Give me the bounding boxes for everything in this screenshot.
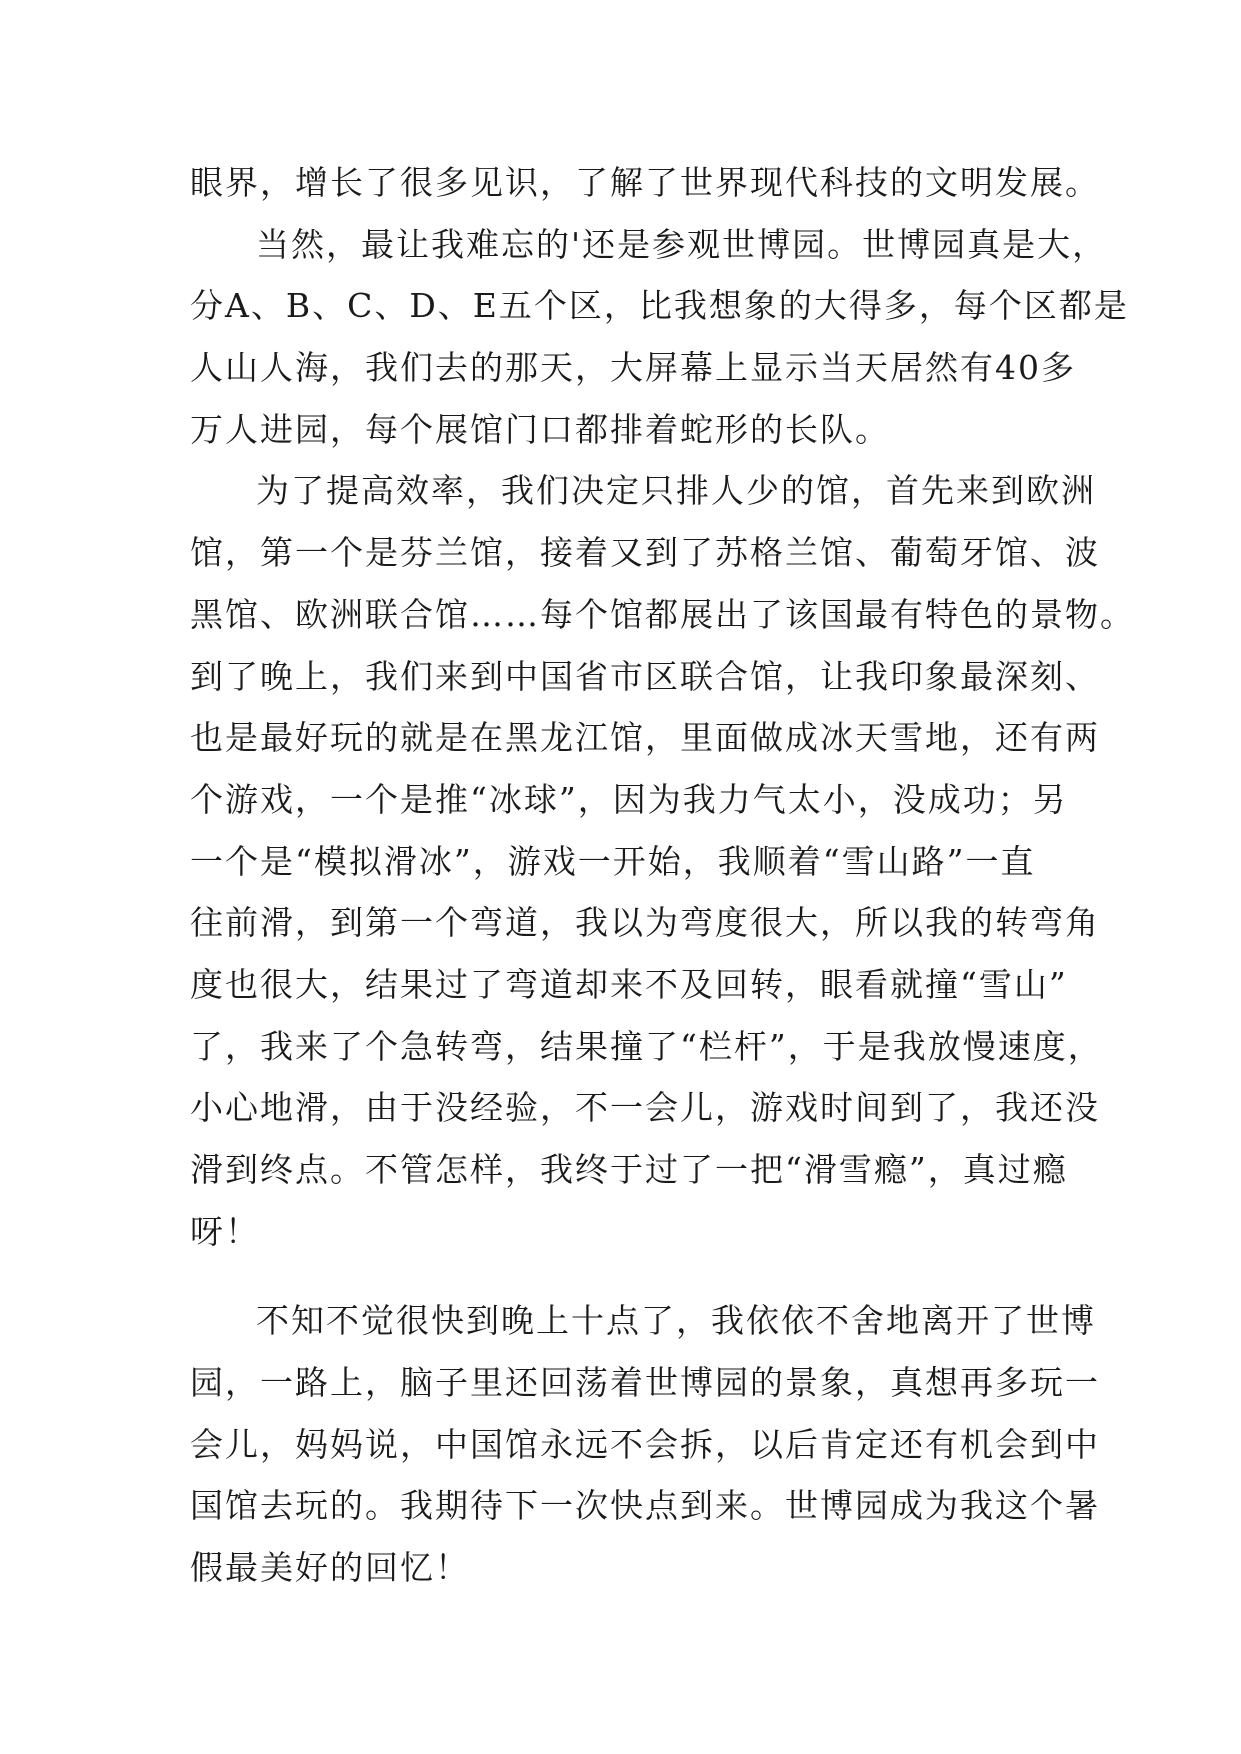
text-line: 黑馆、欧洲联合馆……每个馆都展出了该国最有特色的景物。 <box>190 594 1135 634</box>
text-line: 假最美好的回忆！ <box>190 1548 470 1588</box>
text-line: 小心地滑，由于没经验，不一会儿，游戏时间到了，我还没 <box>190 1088 1100 1128</box>
text-line: 园，一路上，脑子里还回荡着世博园的景象，真想再多玩一 <box>190 1363 1100 1403</box>
text-line: 了，我来了个急转弯，结果撞了“栏杆”，于是我放慢速度， <box>190 1026 1103 1066</box>
text-line: 人山人海，我们去的那天，大屏幕上显示当天居然有40多 <box>190 348 1076 388</box>
paragraph-start-line: 为了提高效率，我们决定只排人少的馆，首先来到欧洲 <box>256 471 1096 511</box>
text-line: 馆，第一个是芬兰馆，接着又到了苏格兰馆、葡萄牙馆、波 <box>190 533 1100 573</box>
text-line: 会儿，妈妈说，中国馆永远不会拆，以后肯定还有机会到中 <box>190 1424 1100 1464</box>
paragraph-start-line: 当然，最让我难忘的'还是参观世博园。世博园真是大， <box>256 224 1108 264</box>
text-line: 到了晚上，我们来到中国省市区联合馆，让我印象最深刻、 <box>190 656 1100 696</box>
text-line: 眼界，增长了很多见识，了解了世界现代科技的文明发展。 <box>190 163 1100 202</box>
text-line: 分A、B、C、D、E五个区，比我想象的大得多，每个区都是 <box>190 286 1129 326</box>
text-line: 度也很大，结果过了弯道却来不及回转，眼看就撞“雪山” <box>190 964 1068 1004</box>
text-line: 呀！ <box>190 1211 260 1251</box>
paragraph-start-line: 不知不觉很快到晚上十点了，我依依不舍地离开了世博 <box>256 1301 1096 1341</box>
text-line: 滑到终点。不管怎样，我终于过了一把“滑雪瘾”，真过瘾 <box>190 1150 1068 1189</box>
text-line: 一个是“模拟滑冰”，游戏一开始，我顺着“雪山路”一直 <box>190 841 1036 881</box>
text-line: 个游戏，一个是推“冰球”，因为我力气太小，没成功；另 <box>190 779 1068 819</box>
text-line: 国馆去玩的。我期待下一次快点到来。世博园成为我这个暑 <box>190 1486 1100 1526</box>
body-text <box>190 152 1135 1599</box>
text-line: 也是最好玩的就是在黑龙江馆，里面做成冰天雪地，还有两 <box>190 718 1100 758</box>
text-line: 往前滑，到第一个弯道，我以为弯度很大，所以我的转弯角 <box>190 903 1100 943</box>
text-line: 万人进园，每个展馆门口都排着蛇形的长队。 <box>190 409 890 449</box>
